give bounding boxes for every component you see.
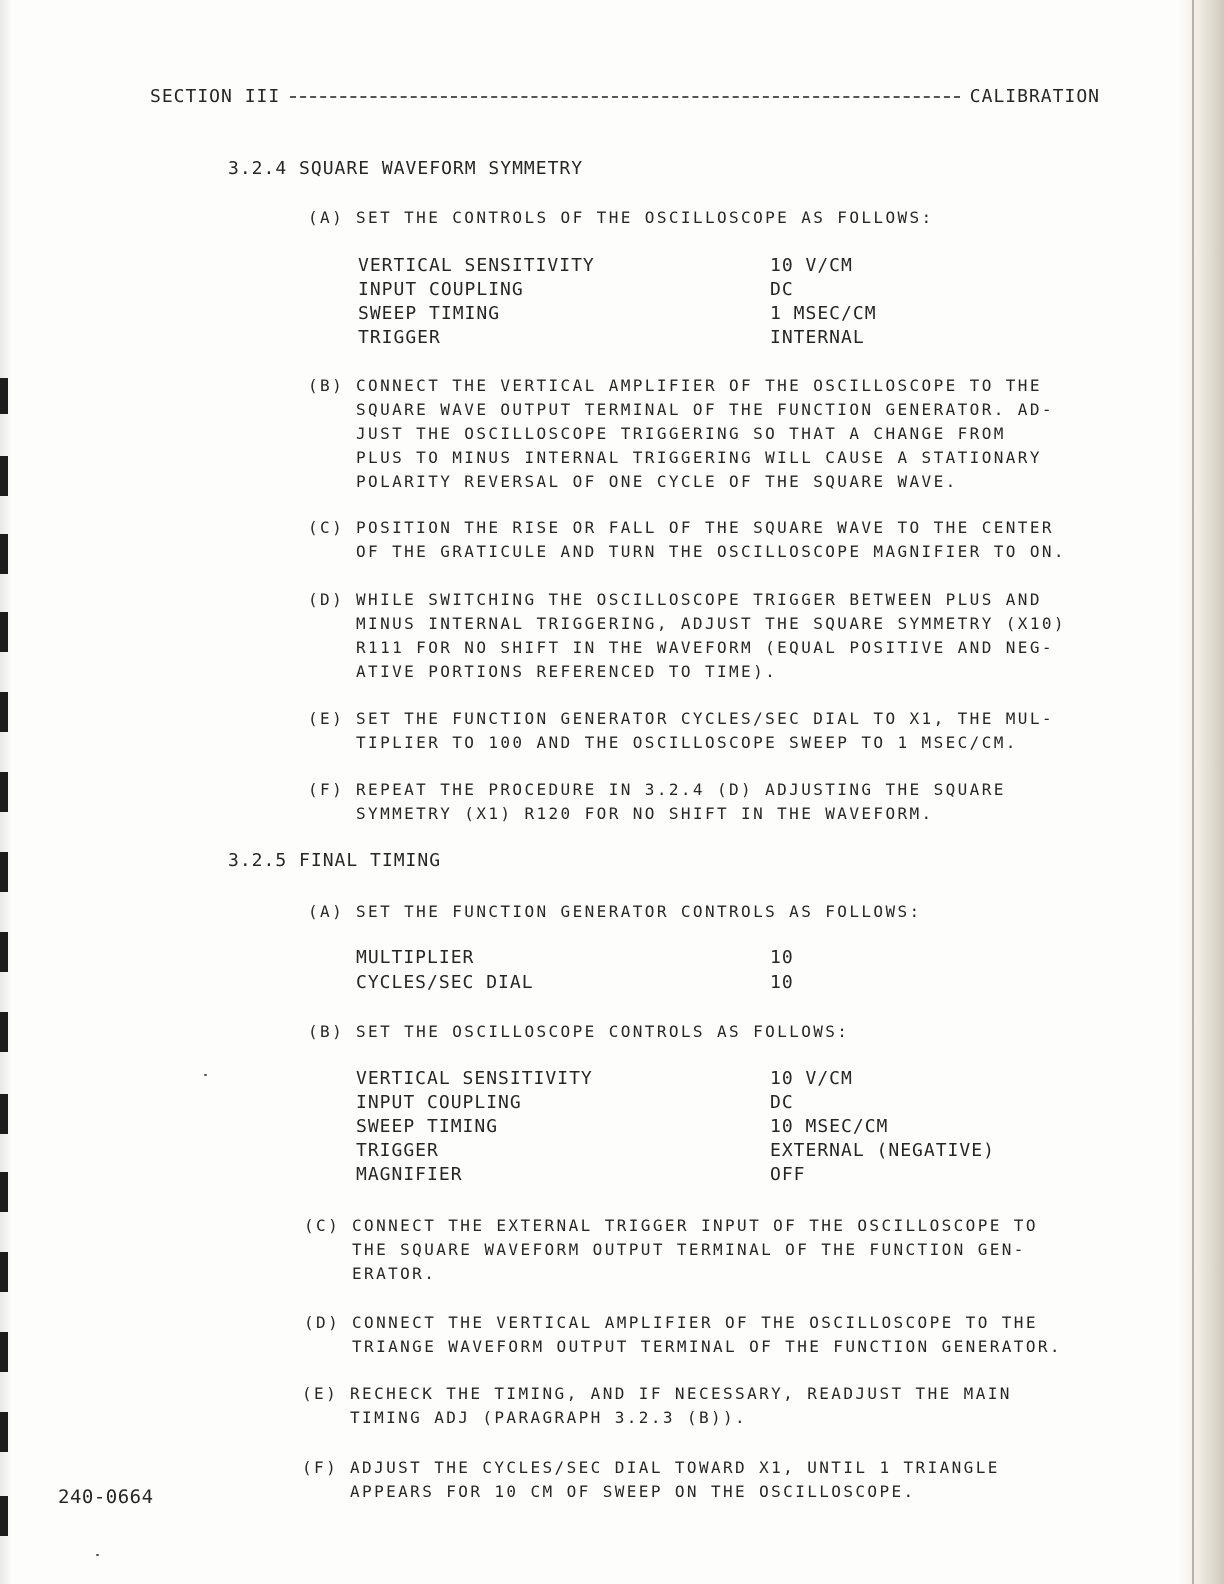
step-label: (F) [308,780,345,799]
step-text: POLARITY REVERSAL OF ONE CYCLE OF THE SQUARE WAVE. [356,472,958,491]
step-label: (E) [302,1384,339,1403]
step-label: (B) [308,1022,345,1041]
binding-mark [0,456,8,496]
step-text: CONNECT THE VERTICAL AMPLIFIER OF THE OSCILLOSCOPE TO THE [356,376,1042,395]
step-text: TIPLIER TO 100 AND THE OSCILLOSCOPE SWEEP TO 1 MSEC/CM. [356,733,1018,752]
step-label: (D) [308,590,345,609]
step-text: TIMING ADJ (PARAGRAPH 3.2.3 (B)). [350,1408,748,1427]
step-label: (B) [308,376,345,395]
step-line [308,780,1006,799]
step-text: SET THE FUNCTION GENERATOR CONTROLS AS FOLLOWS: [356,902,922,921]
setting-name: SWEEP TIMING [358,303,501,324]
step-text: ATIVE PORTIONS REFERENCED TO TIME). [356,662,778,681]
setting-value: DC [770,1092,794,1113]
step-label: (C) [308,518,345,537]
setting-value: 10 V/CM [770,255,853,276]
setting-value: 1 MSEC/CM [770,303,877,324]
setting-value: DC [770,279,794,300]
section-heading: 3.2.4 SQUARE WAVEFORM SYMMETRY [228,158,584,179]
step-line [308,518,1054,537]
setting-value: 10 [770,972,794,993]
step-line [308,1022,849,1041]
step-text: WHILE SWITCHING THE OSCILLOSCOPE TRIGGER BETWEEN PLUS AND [356,590,1042,609]
step-text: SYMMETRY (X1) R120 FOR NO SHIFT IN THE WAVEFORM. [356,804,934,823]
step-text: JUST THE OSCILLOSCOPE TRIGGERING SO THAT A CHANGE FROM [356,424,1006,443]
step-text: TRIANGE WAVEFORM OUTPUT TERMINAL OF THE FUNCTION GENERATOR. [352,1337,1062,1356]
page-edge-shadow [1178,0,1224,1584]
binding-mark [0,1172,8,1212]
setting-value: EXTERNAL (NEGATIVE) [770,1140,995,1161]
setting-name: MULTIPLIER [356,947,475,968]
section-heading: 3.2.5 FINAL TIMING [228,850,442,871]
step-label: (C) [304,1216,341,1235]
step-text: SET THE OSCILLOSCOPE CONTROLS AS FOLLOWS: [356,1022,850,1041]
step-text: CONNECT THE EXTERNAL TRIGGER INPUT OF THE OSCILLOSCOPE TO [352,1216,1038,1235]
setting-value: 10 [770,947,794,968]
setting-name: VERTICAL SENSITIVITY [358,255,595,276]
step-line [308,902,922,921]
setting-value: 10 V/CM [770,1068,853,1089]
step-text: OF THE GRATICULE AND TURN THE OSCILLOSCOPE MAGNIFIER TO ON. [356,542,1066,561]
setting-name: TRIGGER [356,1140,439,1161]
binding-mark [0,1012,8,1052]
step-text: PLUS TO MINUS INTERNAL TRIGGERING WILL CAUSE A STATIONARY [356,448,1042,467]
binding-mark [0,1094,8,1134]
section-label: SECTION III [150,86,281,107]
setting-name: CYCLES/SEC DIAL [356,972,534,993]
setting-name: MAGNIFIER [356,1164,463,1185]
step-line [308,709,1054,728]
ink-speck [96,1554,99,1556]
step-label: (A) [308,902,345,921]
setting-name: TRIGGER [358,327,441,348]
ink-speck [204,1074,207,1076]
document-number: 240-0664 [58,1486,154,1508]
step-line [308,208,934,227]
step-text: SQUARE WAVE OUTPUT TERMINAL OF THE FUNCTION GENERATOR. AD- [356,400,1054,419]
binding-mark [0,378,8,414]
binding-mark [0,692,8,732]
step-text: REPEAT THE PROCEDURE IN 3.2.4 (D) ADJUSTING THE SQUARE [356,780,1006,799]
step-text: SET THE CONTROLS OF THE OSCILLOSCOPE AS FOLLOWS: [356,208,934,227]
step-text: THE SQUARE WAVEFORM OUTPUT TERMINAL OF THE FUNCTION GEN- [352,1240,1026,1259]
binding-mark [0,534,8,574]
step-line [304,1216,1038,1235]
binding-mark [0,772,8,812]
step-text: APPEARS FOR 10 CM OF SWEEP ON THE OSCILLOSCOPE. [350,1482,916,1501]
step-label: (A) [308,208,345,227]
step-text: RECHECK THE TIMING, AND IF NECESSARY, READJUST THE MAIN [350,1384,1012,1403]
binding-mark [0,1252,8,1292]
page-edge-line [1192,0,1194,1584]
step-label: (D) [304,1313,341,1332]
step-line [302,1458,1000,1477]
binding-mark [0,852,8,892]
setting-name: INPUT COUPLING [358,279,524,300]
step-text: SET THE FUNCTION GENERATOR CYCLES/SEC DIAL TO X1, THE MUL- [356,709,1054,728]
header-dashed-rule [290,96,960,98]
step-line [308,590,1042,609]
binding-mark [0,612,8,652]
setting-name: INPUT COUPLING [356,1092,522,1113]
section-title: CALIBRATION [969,86,1100,107]
step-label: (F) [302,1458,339,1477]
step-text: R111 FOR NO SHIFT IN THE WAVEFORM (EQUAL POSITIVE AND NEG- [356,638,1054,657]
binding-mark [0,1332,8,1372]
step-text: CONNECT THE VERTICAL AMPLIFIER OF THE OSCILLOSCOPE TO THE [352,1313,1038,1332]
binding-mark [0,1496,8,1536]
setting-value: 10 MSEC/CM [770,1116,889,1137]
step-text: MINUS INTERNAL TRIGGERING, ADJUST THE SQUARE SYMMETRY (X10) [356,614,1066,633]
setting-name: VERTICAL SENSITIVITY [356,1068,593,1089]
step-line [302,1384,1012,1403]
step-text: ERATOR. [352,1264,437,1283]
step-text: ADJUST THE CYCLES/SEC DIAL TOWARD X1, UNTIL 1 TRIANGLE [350,1458,1000,1477]
step-line [304,1313,1038,1332]
step-line [308,376,1042,395]
binding-mark [0,1412,8,1452]
setting-name: SWEEP TIMING [356,1116,499,1137]
step-label: (E) [308,709,345,728]
setting-value: INTERNAL [770,327,865,348]
setting-value: OFF [770,1164,806,1185]
page-header [150,86,1100,107]
step-text: POSITION THE RISE OR FALL OF THE SQUARE WAVE TO THE CENTER [356,518,1054,537]
binding-mark [0,932,8,972]
